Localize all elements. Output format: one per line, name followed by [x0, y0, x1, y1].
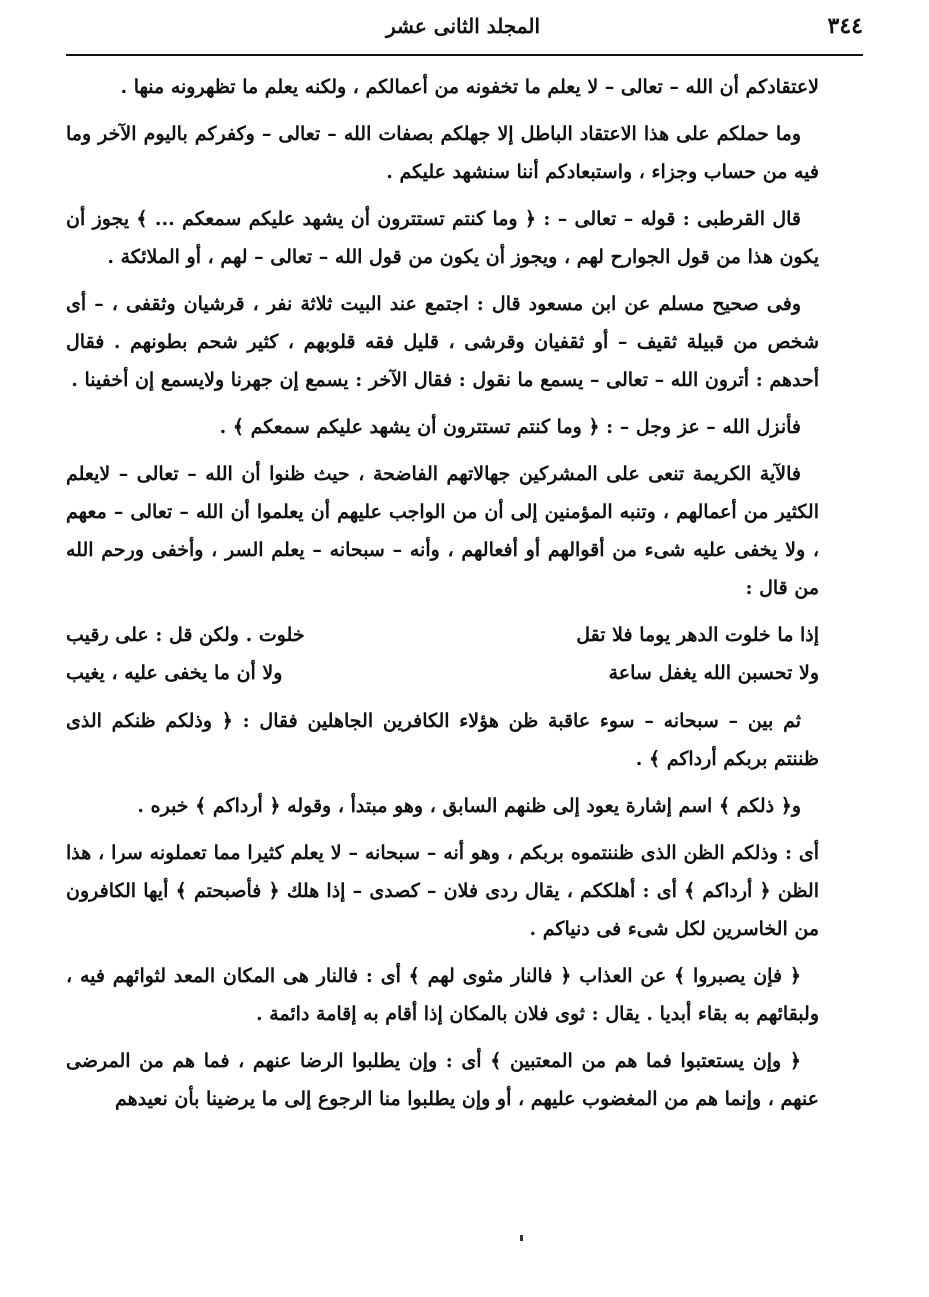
poem-verse	[66, 654, 819, 692]
paragraph: ﴿ وإن يستعتبوا فما هم من المعتبين ﴾ أى : وإن يطلبوا الرضا عنهم ، فما هم من المرضى عنهم ، وإنما هم من المغضوب عليهم ، أو وإن يطلبوا منا الرجوع إلى ما يرضينا بأن نعيدهم	[66, 1050, 819, 1110]
page-number: ٣٤٤	[827, 13, 863, 39]
paragraph: قال القرطبى : قوله – تعالى – : ﴿ وما كنتم تستترون أن يشهد عليكم سمعكم ... ﴾ يجوز أن يكون هذا من قول الجوارح لهم ، ويجوز أن يكون من قول الله – تعالى – لهم ، أو الملائكة .	[66, 208, 819, 268]
paragraph: فالآية الكريمة تنعى على المشركين جهالاتهم الفاضحة ، حيث ظنوا أن الله – تعالى – لايعلم الكثير من أعمالهم ، وتنبه المؤمنين إلى أن من الواجب عليهم أن يعلموا أن الله – تعالى – معهم ، ولا يخفى عليه شىء من أقوالهم أو أفعالهم ، وأنه – سبحانه – يعلم السر ، وأخفى ورحم الله من قال :	[66, 463, 819, 599]
poem-hemistich-first: ولا تحسبن الله يغفل ساعة	[608, 662, 819, 684]
page-body	[66, 68, 819, 1127]
paragraph: أى : وذلكم الظن الذى ظننتموه بربكم ، وهو أنه – سبحانه – لا يعلم كثيرا مما تعملونه سرا ، هذا الظن ﴿ أرداكم ﴾ أى : أهلككم ، يقال ردى فلان – كصدى – إذا هلك ﴿ فأصبحتم ﴾ أيها الكافرون من الخاسرين لكل شىء فى دنياكم .	[66, 842, 819, 940]
print-mark	[520, 1235, 523, 1241]
header-divider	[66, 54, 863, 56]
paragraph: و﴿ ذلكم ﴾ اسم إشارة يعود إلى ظنهم السابق ، وهو مبتدأ ، وقوله ﴿ أرداكم ﴾ خبره .	[137, 795, 801, 817]
poem-hemistich-second: خلوت . ولكن قل : على رقيب	[66, 624, 305, 646]
paragraph: ثم بين – سبحانه – سوء عاقبة ظن هؤلاء الكافرين الجاهلين فقال : ﴿ وذلكم ظنكم الذى ظننتم بربكم أرداكم ﴾ .	[66, 710, 819, 770]
paragraph: فأنزل الله – عز وجل – : ﴿ وما كنتم تستترون أن يشهد عليكم سمعكم ﴾ .	[219, 416, 801, 438]
poem-hemistich-second: ولا أن ما يخفى عليه ، يغيب	[66, 662, 283, 684]
paragraph: لاعتقادكم أن الله – تعالى – لا يعلم ما تخفونه من أعمالكم ، ولكنه يعلم ما تظهرونه منها .	[120, 76, 819, 98]
poem-verse	[66, 616, 819, 654]
paragraph: ﴿ فإن يصبروا ﴾ عن العذاب ﴿ فالنار مثوى لهم ﴾ أى : فالنار هى المكان المعد لثوائهم فيه ، ولبقائهم به بقاء أبديا . يقال : ثوى فلان بالمكان إذا أقام به إقامة دائمة .	[66, 965, 819, 1025]
page-header	[66, 8, 863, 44]
poem-hemistich-first: إذا ما خلوت الدهر يوما فلا تقل	[576, 624, 819, 646]
poem	[66, 616, 819, 692]
paragraph: وفى صحيح مسلم عن ابن مسعود قال : اجتمع عند البيت ثلاثة نفر ، قرشيان وثقفى ، – أى شخص من قبيلة ثقيف – أو ثقفيان وقرشى ، قليل فقه قلوبهم ، كثير شحم بطونهم . فقال أحدهم : أترون الله – تعالى – يسمع ما نقول : فقال الآخر : يسمع إن جهرنا ولايسمع إن أخفينا .	[66, 293, 819, 391]
paragraph: وما حملكم على هذا الاعتقاد الباطل إلا جهلكم بصفات الله – تعالى – وكفركم باليوم الآخر وما فيه من حساب وجزاء ، واستبعادكم أننا سنشهد عليكم .	[66, 123, 819, 183]
volume-title: المجلد الثانى عشر	[386, 14, 540, 38]
